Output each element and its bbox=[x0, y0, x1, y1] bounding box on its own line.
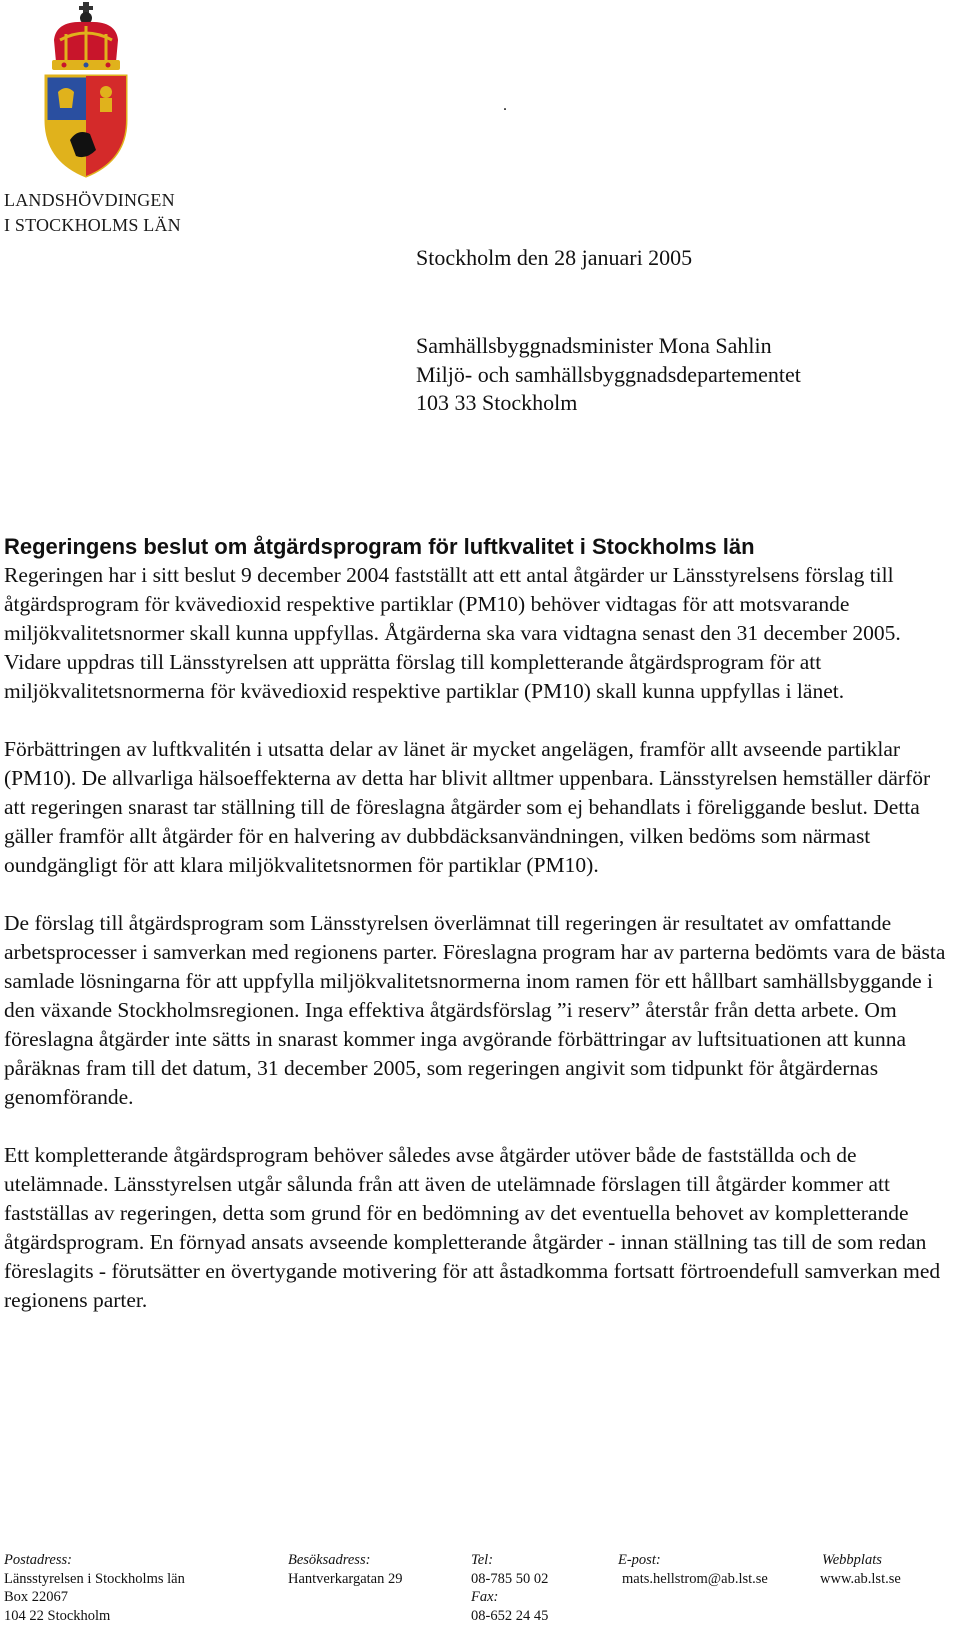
letter-date: Stockholm den 28 januari 2005 bbox=[416, 245, 693, 270]
agency-name-line2: I STOCKHOLMS LÄN bbox=[4, 215, 181, 235]
recipient-line: Miljö- och samhällsbyggnadsdepartementet bbox=[416, 361, 801, 387]
footer-web-value[interactable]: www.ab.lst.se bbox=[820, 1570, 901, 1587]
footer-web-label: Webbplats bbox=[822, 1552, 882, 1568]
footer-visit bbox=[288, 1551, 402, 1588]
stray-mark: . bbox=[503, 97, 507, 114]
footer-fax-label: Fax: bbox=[471, 1589, 499, 1605]
footer-postal-line: 104 22 Stockholm bbox=[4, 1607, 111, 1624]
footer-email bbox=[618, 1551, 768, 1588]
footer-tel-value: 08-785 50 02 bbox=[471, 1570, 549, 1587]
letter-heading: Regeringens beslut om åtgärdsprogram för luftkvalitet i Stockholms län bbox=[4, 534, 755, 559]
recipient-line: Samhällsbyggnadsminister Mona Sahlin bbox=[416, 333, 772, 358]
footer-visit-label: Besöksadress: bbox=[288, 1552, 371, 1568]
letter-body bbox=[4, 533, 954, 1315]
footer-postal-line: Box 22067 bbox=[4, 1589, 69, 1605]
footer-phone bbox=[471, 1551, 548, 1625]
footer-email-value[interactable]: mats.hellstrom@ab.lst.se bbox=[622, 1570, 768, 1587]
body-paragraph: Regeringen har i sitt beslut 9 december 2004 fastställt att ett antal åtgärder ur Länsstyrelsens förslag till åtgärdsprogram för kvävedioxid respektive partiklar (PM10) behöver vidtagas för att motsvarande miljökvalitetsnormer skall kunna uppfyllas. Åtgärderna ska vara vidtagna senast den 31 december 2005. Vidare uppdras till Länsstyrelsen att upprätta förslag till kompletterande åtgärdsprogram för att miljökvalitetsnormerna för kvävedioxid respektive partiklar (PM10) skall kunna uppfyllas i länet. bbox=[4, 563, 901, 703]
footer-postal-label: Postadress: bbox=[4, 1552, 72, 1568]
footer-fax-value: 08-652 24 45 bbox=[471, 1607, 549, 1624]
footer-visit-value: Hantverkargatan 29 bbox=[288, 1570, 403, 1587]
agency-name-line1: LANDSHÖVDINGEN bbox=[4, 190, 175, 210]
footer-web bbox=[822, 1551, 901, 1588]
footer-postal-line: Länsstyrelsen i Stockholms län bbox=[4, 1570, 185, 1587]
recipient-line: 103 33 Stockholm bbox=[416, 390, 578, 415]
coat-of-arms-icon bbox=[36, 0, 136, 182]
body-paragraph: Förbättringen av luftkvalitén i utsatta delar av länet är mycket angelägen, framför allt avseende partiklar (PM10). De allvarliga hälsoeffekterna av detta har blivit alltmer uppenbara. Länsstyrelsen hemställer därför att regeringen snarast tar ställning till de föreslagna åtgärder som ej behandlats i föreliggande beslut. Detta gäller framför allt åtgärder för en halvering av dubbdäcksanvändningen, vilken bedöms som närmast oundgängligt för att klara miljökvalitetsnormen för partiklar (PM10). bbox=[4, 737, 931, 877]
body-paragraph: De förslag till åtgärdsprogram som Länsstyrelsen överlämnat till regeringen är resultatet av omfattande arbetsprocesser i samverkan med regionens parter. Föreslagna program har av parterna bedömts vara de bästa samlade lösningarna för att uppfylla miljökvalitetsnormerna inom ramen för ett hållbart samhällsbyggande i den växande Stockholmsregionen. Inga effektiva åtgärdsförslag ”i reserv” återstår från detta arbete. Om föreslagna åtgärder inte sätts in snarast kommer inga avgörande förbättringar av luftsituationen att kunna påräknas fram till det datum, 31 december 2005, som regeringen angivit som tidpunkt för åtgärdernas genomförande. bbox=[4, 911, 946, 1109]
footer-email-label: E-post: bbox=[618, 1552, 661, 1568]
footer-tel-label: Tel: bbox=[471, 1552, 494, 1568]
footer-postal bbox=[4, 1551, 185, 1625]
body-paragraph: Ett kompletterande åtgärdsprogram behöver således avse åtgärder utöver både de fastställda och de utelämnade. Länsstyrelsen utgår sålunda från att även de utelämnade förslagen till åtgärder kommer att fastställas av regeringen, detta som grund för en bedömning av det eventuella behovet av kompletterande åtgärdsprogram. En förnyad ansats avseende kompletterande åtgärder - innan ställning tas till de som redan föreslagits - förutsätter en övertygande motivering för att åstadkomma fortsatt förtroendefull samverkan med regionens parter. bbox=[4, 1143, 941, 1312]
agency-name bbox=[4, 188, 181, 238]
recipient-address bbox=[416, 332, 801, 418]
